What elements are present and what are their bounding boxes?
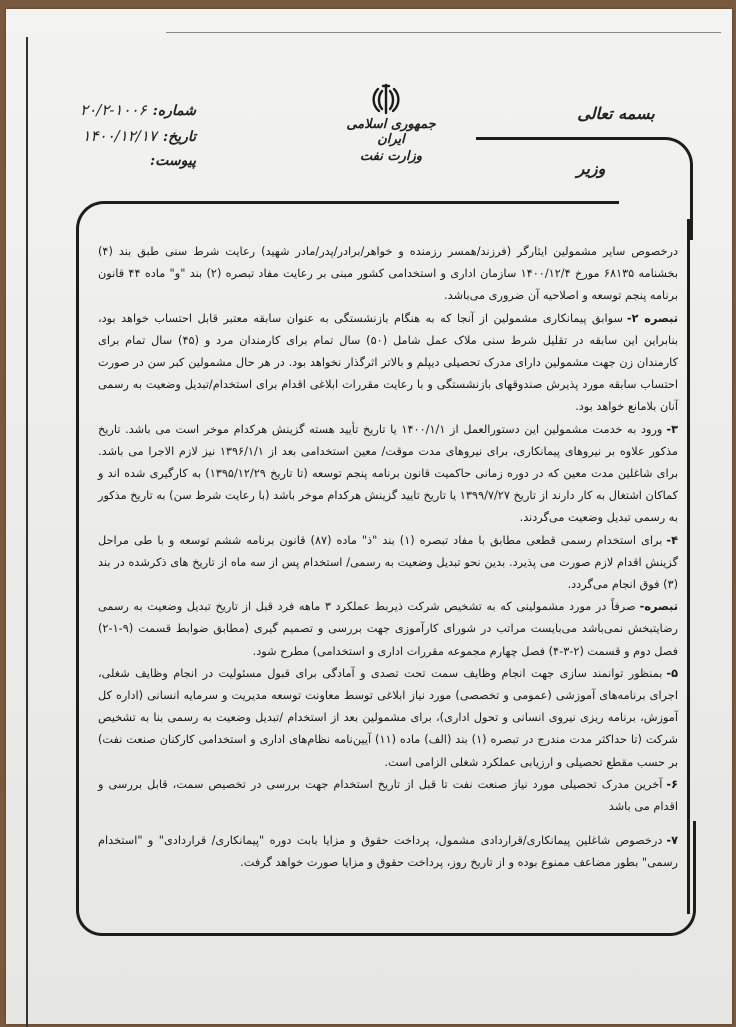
reference-block xyxy=(46,101,196,179)
item-7-paragraph: ۷-درخصوص شاغلین پیمانکاری/قراردادی مشمول، پرداخت حقوق و مزایا بابت دوره "پیمانکاری/ قراردادی" و "استخدام رسمی" بطور مضاعف ممنوع بوده و از تاریخ روز، پرداخت حقوق و مزایا صورت خواهد گرفت. xyxy=(98,834,678,870)
item-5-paragraph: ۵-بمنظور توانمند سازی جهت انجام وظایف سمت تحت تصدی و آمادگی برای قبول مسئولیت در انجام وظایف شغلی، اجرای برنامه‌های آموزشی (عمومی و تخصصی) مورد نیاز ابلاغی توسط معاونت توسعه مدیریت و سرمایه انسانی (اداره کل آموزش، برنامه ریزی نیروی انسانی و تحول اداری)، برای مشمولین بعد از استخدام /تبدیل وضعیت به رسمی بنا به تشخیص شرکت (تا حداکثر مدت مندرج در تبصره (۱) بند (الف) ماده (۱۱) آیین‌نامه نظام‌های اداری و استخدامی کارکنان صنعت نفت) بر حسب مقطع تحصیلی و ارزیابی عملکرد شغلی الزامی است. xyxy=(98,666,678,769)
reference-date: تاریخ: ۱۴۰۰/۱۲/۱۷ xyxy=(82,127,196,145)
iran-emblem-icon xyxy=(361,81,411,121)
frame-border xyxy=(687,219,690,914)
reference-number: شماره: ۲۰/۲-۱۰۰۶ xyxy=(80,101,196,119)
top-rule xyxy=(166,32,721,33)
note-2-paragraph: تبصره ۲-سوابق پیمانکاری مشمولین از آنجا که به هنگام بازنشستگی به عنوان سابقه معتبر قابل احتساب خواهد بود، بنابراین این سابقه در تقلیل شرط سنی ملاک عمل شامل (۵۰) سال تمام برای کارمندان مرد و (۴۵) سال تمام برای کارمندان زن جهت مشمولین دارای مدرک تحصیلی دیپلم و بالاتر اثرگذار نخواهد بود. در هر حال مشمولین کبر سن در صورت احتساب سابقه مورد پذیرش صندوقهای بازنشستگی و با رعایت مقررات ابلاغی اقدام برای استخدام/تبدیل وضعیت به رسمی آنان بلامانع خواهد بود. xyxy=(98,311,678,414)
spacer xyxy=(98,818,678,830)
item-4-paragraph: ۴-برای استخدام رسمی قطعی مطابق با مفاد تبصره (۱) بند "ذ" ماده (۸۷) قانون برنامه ششم توسعه و با طی مراحل گزینش اقدام لازم صورت می پذیرد. بدین نحو تبدیل وضعیت به رسمی/ استخدام پس از سه ماه از تاریخ های ذکرشده در بند (۳) فوق انجام می‌گردد. xyxy=(98,533,678,592)
sender-title: وزیر xyxy=(576,159,606,178)
margin-rule xyxy=(26,37,28,1027)
item-6-paragraph: ۶-آخرین مدرک تحصیلی مورد نیاز صنعت نفت تا قبل از تاریخ استخدام جهت بررسی در تخصیص سمت، قابل بررسی و اقدام می باشد xyxy=(98,777,678,814)
bismillah-heading: بسمه تعالی xyxy=(577,104,655,123)
item-3-paragraph: ۳-ورود به خدمت مشمولین این دستورالعمل از ۱۴۰۰/۱/۱ یا تاریخ تأیید هسته گزینش هرکدام موخر است می باشد. تاریخ مذکور علاوه بر نیروهای پیمانکاری، برای نیروهای مدت موقت/ معین استخدامی بعد از ۱۳۹۶/۱/۱ نیز لازم الاجرا می باشد. برای شاغلین مدت معین که در دوره زمانی حاکمیت قانون برنامه پنجم توسعه (تا تاریخ ۱۳۹۵/۱۲/۲۹) به کارگیری شده اند و کماکان اشتغال به کار دارند از تاریخ ۱۳۹۹/۷/۲۷ یا تاریخ تایید گزینش هرکدام موخر باشد (با رعایت شرط سن) به تاریخ مذکور به رسمی تبدیل وضعیت می‌گردند. xyxy=(98,422,678,525)
letter-page xyxy=(6,9,732,1024)
note-paragraph: تبصره-صرفاً در مورد مشمولینی که به تشخیص شرکت ذیربط عملکرد ۳ ماهه فرد قبل از تاریخ تبدیل وضعیت به رسمی رضایتبخش نمی‌باشد می‌بایست مراتب در شورای کارآموزی جهت بررسی و تصمیم گیری (مطابق ضوابط قسمت (۹-۱-۲) فصل دوم و قسمت (۲-۳-۴) فصل چهارم مجموعه مقررات اداری و استخدامی) مطرح شود. xyxy=(98,600,678,658)
frame-border xyxy=(76,234,79,834)
reference-attachment: پیوست: xyxy=(150,153,196,169)
letter-body xyxy=(98,241,678,875)
frame-border xyxy=(76,201,619,244)
intro-paragraph: درخصوص سایر مشمولین ایثارگر (فرزند/همسر رزمنده و خواهر/برادر/پدر/مادر شهید) رعایت شرط سنی طبق بند (۴) بخشنامه ۶۸۱۳۵ مورخ ۱۴۰۰/۱۲/۴ سازمان اداری و استخدامی کشور مبنی بر رعایت مفاد تبصره (۲) بند "و" ماده ۴۴ قانون برنامه پنجم توسعه و اصلاحیه آن ضروری می‌باشد. xyxy=(98,245,678,303)
ministry-title: جمهوری اسلامی ایران وزارت نفت xyxy=(346,117,436,164)
